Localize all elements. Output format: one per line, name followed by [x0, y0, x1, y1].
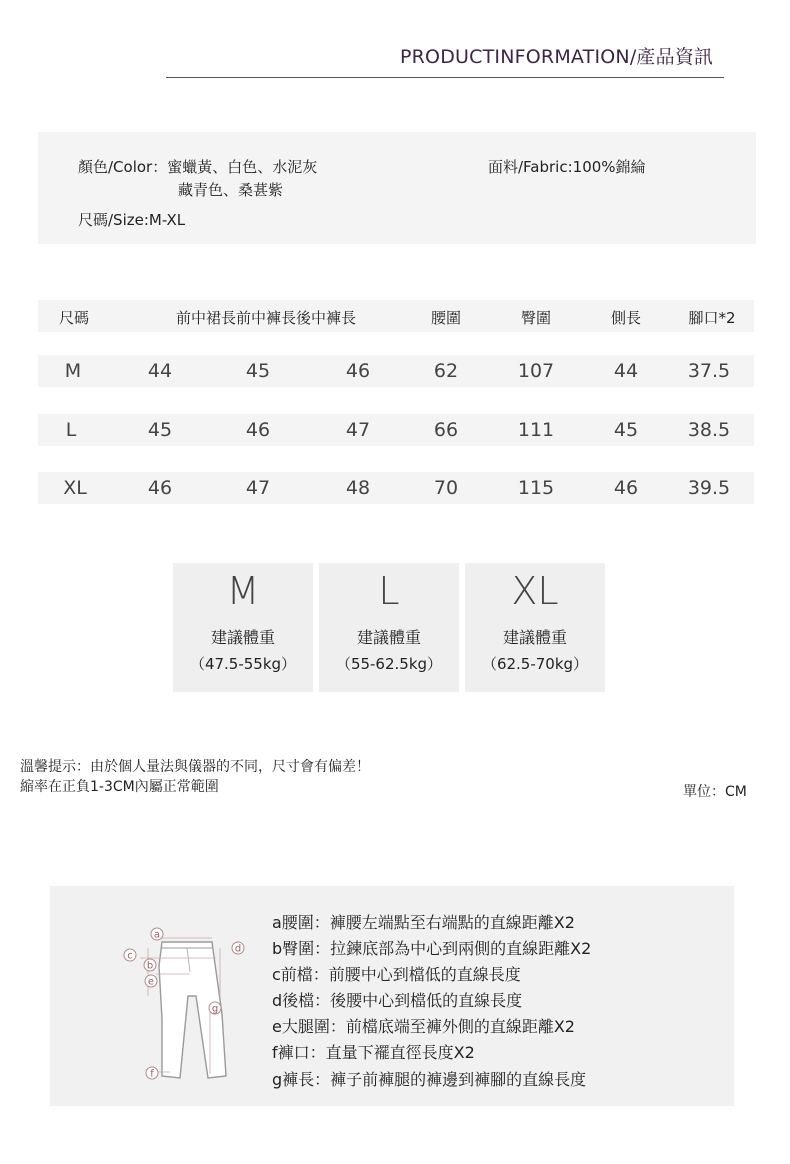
table-row [38, 472, 754, 504]
weight-card-label: 建議體重 [356, 628, 421, 647]
table-header-cell: 尺碼 [58, 309, 90, 327]
weight-card-size: XL [511, 569, 559, 613]
table-header-cell: 腳口*2 [688, 309, 736, 327]
table-cell: 47 [245, 477, 271, 499]
legend-waist: a腰圍：褲腰左端點至右端點的直線距離X2 [272, 913, 575, 932]
weight-card-label: 建議體重 [210, 628, 275, 647]
marker-letter: b [146, 960, 154, 972]
table-cell: 66 [433, 419, 459, 441]
table-cell: 46 [147, 477, 173, 499]
weight-card-size: M [226, 569, 260, 613]
page-title: PRODUCTINFORMATION/產品資訊 [400, 46, 714, 68]
marker-letter: e [147, 976, 155, 988]
table-cell: 107 [517, 360, 555, 382]
table-cell: 38.5 [687, 419, 731, 441]
weight-card-range: （62.5-70kg） [481, 655, 589, 673]
marker-e-icon [144, 974, 158, 988]
table-cell: 45 [245, 360, 271, 382]
legend-hem: f褲口：直量下襬直徑長度X2 [272, 1043, 475, 1062]
table-header-cell: 腰圍 [430, 309, 462, 327]
table-cell: 45 [613, 419, 639, 441]
marker-f-icon [145, 1066, 159, 1080]
fabric-info: 面料/Fabric:100%錦綸 [488, 158, 646, 176]
weight-card-m [173, 563, 313, 692]
table-cell: 48 [345, 477, 371, 499]
size-info: 尺碼/Size:M-XL [78, 211, 186, 229]
table-cell: 46 [345, 360, 371, 382]
table-cell: 44 [147, 360, 173, 382]
table-row [38, 414, 754, 446]
weight-card-range: （55-62.5kg） [335, 655, 443, 673]
table-cell: 45 [147, 419, 173, 441]
table-cell: 46 [245, 419, 271, 441]
marker-a-icon [150, 927, 164, 941]
table-cell: 111 [517, 419, 555, 441]
measurement-tip: 溫馨提示：由於個人量法與儀器的不同，尺寸會有偏差！ [20, 759, 370, 775]
table-cell: 44 [613, 360, 639, 382]
marker-c-icon [123, 948, 137, 962]
weight-card-l [319, 563, 459, 692]
marker-letter: a [153, 929, 161, 941]
table-header-cell: 前中裙長前中褲長後中褲長 [175, 309, 357, 327]
weight-card-label: 建議體重 [502, 628, 567, 647]
table-cell: 47 [345, 419, 371, 441]
table-cell: 37.5 [687, 360, 731, 382]
weight-card-xl [465, 563, 605, 692]
marker-d-icon [231, 941, 245, 955]
marker-letter: f [150, 1068, 154, 1080]
table-cell: 46 [613, 477, 639, 499]
shrinkage-note: 縮率在正負1-3CM內屬正常範圍 [20, 779, 219, 795]
table-header-cell: 側長 [610, 309, 642, 327]
table-cell: L [65, 419, 77, 441]
weight-card-size: L [378, 569, 400, 613]
legend-length: g褲長：褲子前褲腿的褲邊到褲腳的直線長度 [272, 1070, 587, 1089]
marker-b-icon [143, 958, 157, 972]
marker-letter: d [234, 943, 242, 955]
color-info-continued: 藏青色、桑葚紫 [178, 181, 284, 199]
legend-front-rise: c前檔：前腰中心到檔低的直線長度 [272, 965, 521, 984]
marker-letter: c [127, 950, 133, 962]
color-info: 顏色/Color：蜜蠟黃、白色、水泥灰 [78, 158, 318, 176]
table-cell: M [64, 360, 82, 382]
table-header-cell: 臀圍 [520, 309, 552, 327]
table-header-row [38, 300, 754, 332]
weight-card-range: （47.5-55kg） [189, 655, 297, 673]
marker-g-icon [208, 1001, 222, 1015]
legend-hip: b臀圍：拉鍊底部為中心到兩側的直線距離X2 [272, 939, 592, 958]
table-cell: 70 [433, 477, 459, 499]
table-cell: 115 [517, 477, 555, 499]
legend-thigh: e大腿圍：前檔底端至褲外側的直線距離X2 [272, 1017, 575, 1036]
table-row [38, 355, 754, 387]
header-divider [166, 77, 724, 78]
legend-back-rise: d後檔：後腰中心到檔低的直線長度 [272, 991, 523, 1010]
table-cell: 62 [433, 360, 459, 382]
table-cell: 39.5 [687, 477, 731, 499]
table-cell: XL [63, 477, 87, 499]
marker-letter: g [211, 1003, 219, 1015]
unit-label: 單位：CM [683, 784, 747, 800]
